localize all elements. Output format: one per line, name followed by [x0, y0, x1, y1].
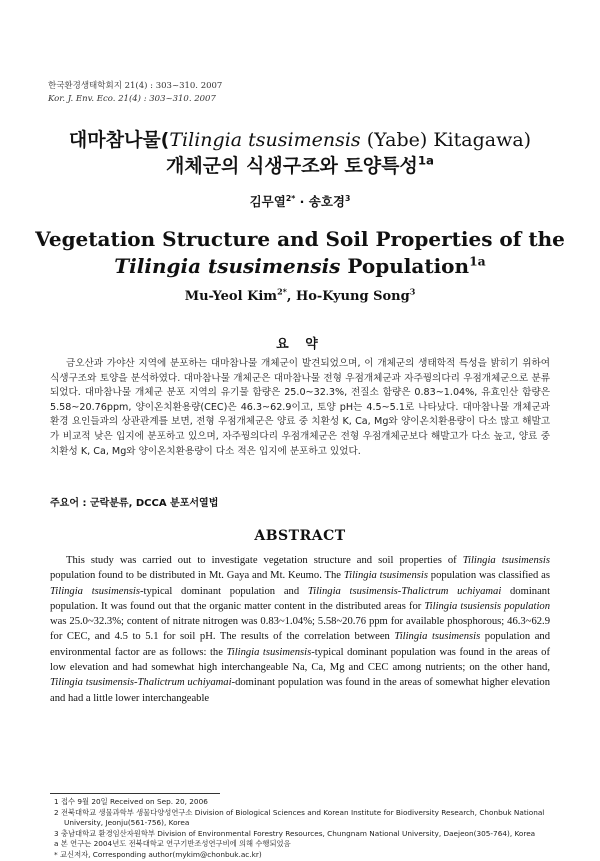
abstract-scientific-name: Tilingia tsusimensis-Thalictrum uchiyamai: [50, 677, 232, 689]
korean-author-1-mark: 2*: [285, 193, 296, 203]
english-title: [0, 226, 600, 280]
footnotes: [54, 797, 554, 861]
english-title-line1: Vegetation Structure and Soil Properties of the: [35, 227, 565, 251]
english-authors: [0, 286, 600, 304]
korean-title: [0, 127, 600, 179]
english-author-1-mark: 2*: [277, 286, 287, 297]
abstract-segment: population found to be distributed in Mt. Gaya and Mt. Keumo. The: [50, 570, 344, 582]
abstract-segment: population and environmental factor are as follows: the: [50, 631, 550, 658]
abstract-scientific-name: Tilingia tsusimensis: [343, 570, 428, 582]
footnote-affiliation-1-text: 2 전북대학교 생물과학부 생물다양성연구소 Division of Biological Sciences and Korean Institute for Biodiversity Research, Chonbuk National: [54, 807, 545, 817]
korean-author-2: 송호경: [308, 194, 345, 209]
abstract-scientific-name: Tilingia tsusimensis: [50, 585, 140, 597]
english-title-population: Population: [340, 254, 470, 278]
english-title-line2: [0, 253, 600, 280]
abstract-scientific-name: Tilingia tsusimensis-Thalictrum uchiyamai: [307, 585, 502, 597]
abstract-scientific-name: Tilingia tsusimensis: [394, 631, 481, 643]
korean-authors: [0, 192, 600, 210]
korean-title-prefix: 대마참나물(: [68, 129, 170, 151]
abstract-scientific-name: Tilingia tsusiensis population: [424, 600, 550, 612]
english-author-separator: ,: [286, 289, 296, 304]
abstract-segment: dominant population. It was found out that the organic matter content in the distributed areas for: [50, 585, 551, 612]
korean-title-scientific-name: Tilingia tsusimensis: [169, 129, 361, 151]
journal-citation: [48, 80, 222, 106]
english-author-2-mark: 3: [409, 286, 416, 297]
korean-title-text: 개체군의 식생구조와 토양특성: [166, 155, 418, 177]
abstract-segment: This study was carried out to investigate vegetation structure and soil properties of: [66, 555, 463, 566]
english-author-1: Mu-Yeol Kim: [184, 289, 278, 304]
abstract-segment: population was classified as: [427, 570, 550, 582]
english-title-footnote-mark: 1a: [469, 253, 486, 269]
journal-citation-english: Kor. J. Env. Eco. 21(4) : 303~310. 2007: [48, 94, 216, 104]
korean-author-2-mark: 3: [344, 193, 351, 203]
korean-summary-heading: 요 약: [276, 337, 324, 352]
footnote-divider: [50, 793, 220, 794]
abstract-segment: was 25.0~32.3%; content of nitrate nitrogen was 0.83~1.04%; 5.58~20.76 ppm for available phosphorous; 46.3~62.9 for CEC, and 4.5 to 5.1 for soil pH. The results of the correlation between: [50, 616, 550, 643]
footnote-received: 1 접수 9월 20일 Received on Sep. 20, 2006: [54, 797, 208, 806]
footnote-affiliation-1: [54, 808, 554, 829]
abstract-scientific-name: Tilingia tsusimensis: [462, 555, 550, 566]
abstract-segment: -dominant population was found in the areas of somewhat higher elevation and had a little lower interchangeable: [50, 677, 551, 704]
footnote-funding: a 본 연구는 2004년도 전북대학교 연구기반조성연구비에 의해 수행되었음: [54, 839, 291, 849]
korean-title-authority: (Yabe) Kitagawa): [360, 129, 532, 151]
korean-summary-text: 금오산과 가야산 지역에 분포하는 대마참나물 개체군이 발견되었으며, 이 개체군의 생태학적 특성을 밝히기 위하여 식생구조와 토양을 분석하였다. 대마참나물 개체군은 대마참나물 전형 우점개체군과 자주꿩의다리 우점개체군으로 분류되었다. 대마참나물 개체군 분포 지역의 유기물 함량은 25.0~32.3%, 전질소 함량은 0.83~1.04%, 유효인산 함량은 5.58~20.76ppm, 양이온치환용량(CEC)은 46.3~62.9이고, 토양 pH는 4.5~5.1로 나타났다. 대마참나물 개체군과 환경 요인들과의 상관관계를 보면, 전형 우점개체군은 양료 중 치환성 K, Ca, Mg와 양이온치환용량이 다소 많고 해발고가 비교적 낮은 입지에 분포하고 있으며, 자주꿩의다리 우점개체군은 전형 우점개체군보다 해발고가 다소 높고, 양료 중 치환성 K, Ca, Mg와 양이온치환용량이 다소 적은 입지에 분포하고 있었다.: [50, 358, 550, 457]
korean-author-1: 김무열: [249, 194, 286, 209]
korean-title-line2: [0, 153, 600, 179]
footnote-affiliation-1-address: University, Jeonju(561-756), Korea: [64, 818, 190, 828]
korean-author-separator: ·: [295, 194, 309, 209]
abstract-segment: -typical dominant population was found in the areas of low elevation and had somewhat high interchangeable Na, Ca, Mg and CEC among nutrients; on the other hand,: [50, 646, 551, 674]
footnote-corresponding-author: * 교신저자, Corresponding author(mykim@chonbuk.ac.kr): [54, 849, 262, 859]
footnote-affiliation-2: 3 충남대학교 환경임산자원학부 Division of Environmental Forestry Resources, Chungnam National University, Daejeon(305-764), Korea: [54, 828, 536, 838]
abstract-scientific-name: Tilingia tsusimensis: [226, 646, 312, 658]
abstract-text: [50, 553, 550, 706]
abstract-heading: ABSTRACT: [254, 528, 346, 544]
keywords: 주요어 : 군락분류, DCCA 분포서열법: [50, 498, 219, 509]
korean-title-footnote-mark: 1a: [417, 153, 434, 168]
english-title-scientific-name: Tilingia tsusimensis: [114, 254, 341, 278]
english-author-2: Ho-Kyung Song: [295, 289, 410, 304]
journal-citation-korean: 한국환경생태학회지 21(4) : 303~310. 2007: [48, 81, 223, 91]
abstract-segment: -typical dominant population and: [139, 585, 308, 597]
korean-title-line1: [0, 127, 600, 153]
